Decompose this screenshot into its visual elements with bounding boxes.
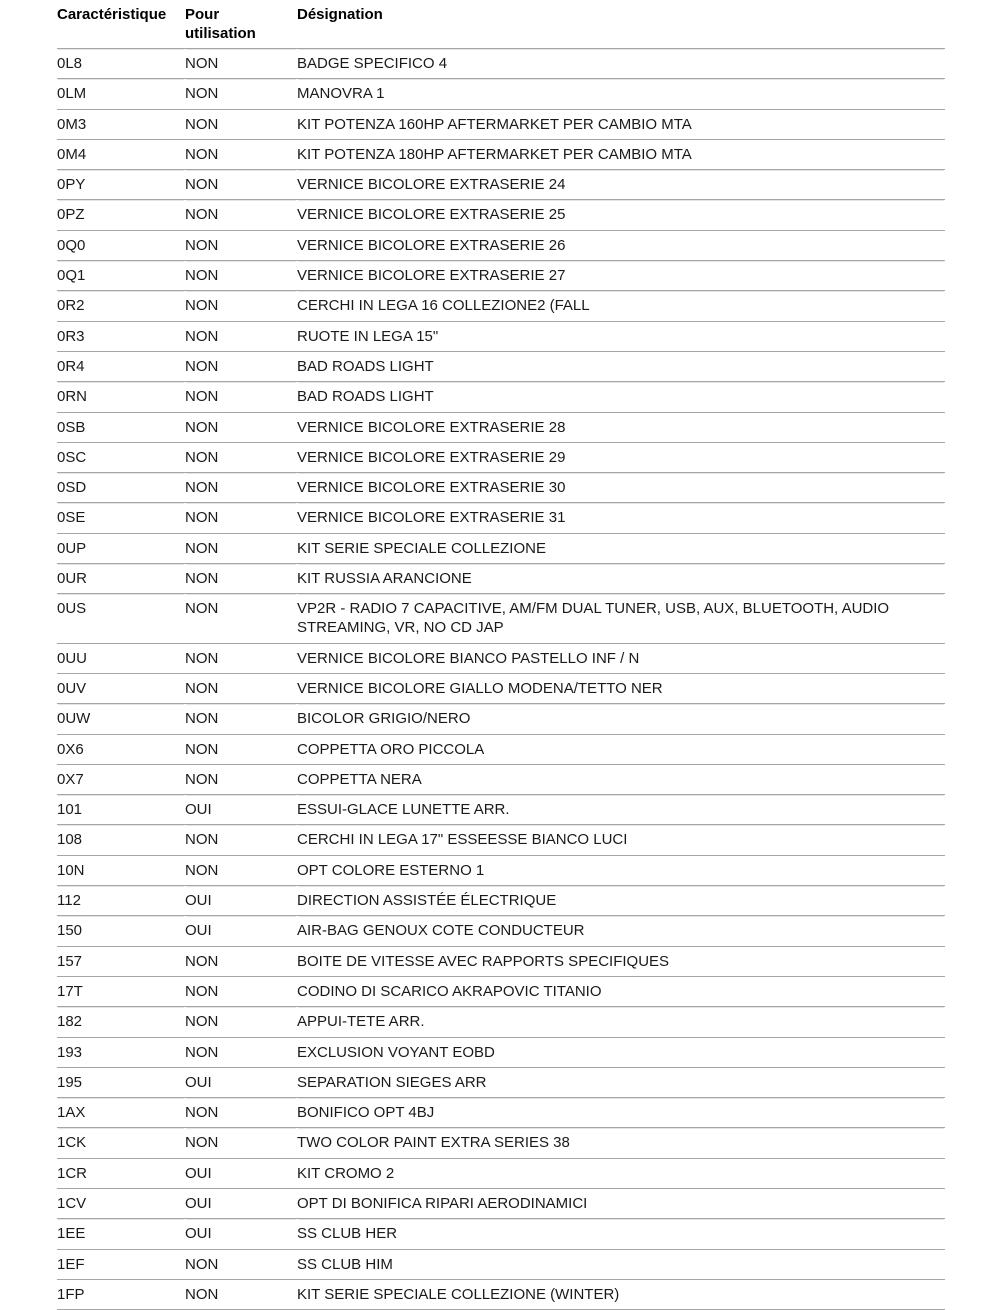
pour-utilisation-cell: NON [185, 734, 297, 764]
pour-utilisation-cell: NON [185, 79, 297, 109]
table-row [57, 564, 945, 594]
pour-utilisation-cell: OUI [185, 795, 297, 825]
table-body [57, 49, 945, 1310]
pour-utilisation-cell: NON [185, 564, 297, 594]
table-row [57, 261, 945, 291]
designation-cell: BICOLOR GRIGIO/NERO [297, 704, 945, 734]
designation-cell: SS CLUB HER [297, 1219, 945, 1249]
feature-code-cell: 0PY [57, 170, 185, 200]
pour-utilisation-cell: NON [185, 109, 297, 139]
feature-code-cell: 0PZ [57, 200, 185, 230]
designation-cell: VERNICE BICOLORE EXTRASERIE 26 [297, 230, 945, 260]
table-row [57, 734, 945, 764]
pour-utilisation-cell: NON [185, 1007, 297, 1037]
table-row [57, 1219, 945, 1249]
designation-cell: SEPARATION SIEGES ARR [297, 1067, 945, 1097]
feature-code-cell: 0US [57, 594, 185, 643]
feature-code-cell: 0LM [57, 79, 185, 109]
feature-code-cell: 0M3 [57, 109, 185, 139]
feature-code-cell: 0X7 [57, 764, 185, 794]
feature-code-cell: 1FP [57, 1279, 185, 1309]
designation-cell: CERCHI IN LEGA 16 COLLEZIONE2 (FALL [297, 291, 945, 321]
designation-cell: BOITE DE VITESSE AVEC RAPPORTS SPECIFIQUES [297, 946, 945, 976]
pour-utilisation-cell: NON [185, 442, 297, 472]
column-header-pour-utilisation-label: Pour utilisation [185, 6, 256, 42]
designation-cell: BAD ROADS LIGHT [297, 382, 945, 412]
feature-code-cell: 1CR [57, 1158, 185, 1188]
feature-code-cell: 0L8 [57, 49, 185, 79]
feature-code-cell: 1AX [57, 1098, 185, 1128]
designation-cell: VP2R - RADIO 7 CAPACITIVE, AM/FM DUAL TUNER, USB, AUX, BLUETOOTH, AUDIO STREAMING, VR, NO CD JAP [297, 594, 945, 643]
feature-code-cell: 195 [57, 1067, 185, 1097]
table-row [57, 1158, 945, 1188]
pour-utilisation-cell: NON [185, 946, 297, 976]
designation-cell: OPT DI BONIFICA RIPARI AERODINAMICI [297, 1188, 945, 1218]
table-row [57, 139, 945, 169]
table-row [57, 1279, 945, 1309]
pour-utilisation-cell: NON [185, 503, 297, 533]
table-row [57, 1037, 945, 1067]
designation-cell: KIT RUSSIA ARANCIONE [297, 564, 945, 594]
designation-cell: VERNICE BICOLORE EXTRASERIE 29 [297, 442, 945, 472]
designation-cell: BADGE SPECIFICO 4 [297, 49, 945, 79]
pour-utilisation-cell: OUI [185, 1188, 297, 1218]
table-row [57, 795, 945, 825]
column-header-pour-utilisation [185, 4, 297, 49]
table-row [57, 946, 945, 976]
designation-cell: VERNICE BICOLORE BIANCO PASTELLO INF / N [297, 643, 945, 673]
pour-utilisation-cell: NON [185, 1279, 297, 1309]
feature-code-cell: 0Q1 [57, 261, 185, 291]
table-row [57, 442, 945, 472]
pour-utilisation-cell: NON [185, 643, 297, 673]
designation-cell: BAD ROADS LIGHT [297, 351, 945, 381]
feature-code-cell: 1EE [57, 1219, 185, 1249]
designation-cell: DIRECTION ASSISTÉE ÉLECTRIQUE [297, 886, 945, 916]
designation-cell: VERNICE BICOLORE EXTRASERIE 24 [297, 170, 945, 200]
options-table [57, 4, 945, 1310]
feature-code-cell: 0UW [57, 704, 185, 734]
designation-cell: VERNICE BICOLORE GIALLO MODENA/TETTO NER [297, 673, 945, 703]
designation-cell: ESSUI-GLACE LUNETTE ARR. [297, 795, 945, 825]
designation-cell: KIT SERIE SPECIALE COLLEZIONE [297, 533, 945, 563]
pour-utilisation-cell: NON [185, 825, 297, 855]
table-row [57, 321, 945, 351]
table-row [57, 473, 945, 503]
table-row [57, 109, 945, 139]
table-row [57, 412, 945, 442]
designation-cell: CERCHI IN LEGA 17" ESSEESSE BIANCO LUCI [297, 825, 945, 855]
pour-utilisation-cell: NON [185, 261, 297, 291]
pour-utilisation-cell: NON [185, 382, 297, 412]
table-row [57, 1007, 945, 1037]
designation-cell: COPPETTA ORO PICCOLA [297, 734, 945, 764]
feature-code-cell: 0UP [57, 533, 185, 563]
header-row [57, 4, 945, 49]
table-row [57, 594, 945, 643]
table-row [57, 916, 945, 946]
pour-utilisation-cell: NON [185, 139, 297, 169]
pour-utilisation-cell: NON [185, 673, 297, 703]
designation-cell: KIT SERIE SPECIALE COLLEZIONE (WINTER) [297, 1279, 945, 1309]
table-row [57, 704, 945, 734]
table-row [57, 1249, 945, 1279]
feature-code-cell: 0R2 [57, 291, 185, 321]
feature-code-cell: 0SC [57, 442, 185, 472]
pour-utilisation-cell: NON [185, 291, 297, 321]
pour-utilisation-cell: NON [185, 321, 297, 351]
pour-utilisation-cell: OUI [185, 1158, 297, 1188]
table-row [57, 79, 945, 109]
designation-cell: VERNICE BICOLORE EXTRASERIE 30 [297, 473, 945, 503]
pour-utilisation-cell: NON [185, 49, 297, 79]
feature-code-cell: 0UV [57, 673, 185, 703]
designation-cell: KIT POTENZA 180HP AFTERMARKET PER CAMBIO MTA [297, 139, 945, 169]
designation-cell: SS CLUB HIM [297, 1249, 945, 1279]
designation-cell: KIT POTENZA 160HP AFTERMARKET PER CAMBIO MTA [297, 109, 945, 139]
feature-code-cell: 0X6 [57, 734, 185, 764]
table-row [57, 976, 945, 1006]
pour-utilisation-cell: NON [185, 976, 297, 1006]
feature-code-cell: 112 [57, 886, 185, 916]
pour-utilisation-cell: NON [185, 473, 297, 503]
designation-cell: MANOVRA 1 [297, 79, 945, 109]
table-row [57, 170, 945, 200]
feature-code-cell: 108 [57, 825, 185, 855]
pour-utilisation-cell: NON [185, 1128, 297, 1158]
pour-utilisation-cell: NON [185, 170, 297, 200]
pour-utilisation-cell: NON [185, 412, 297, 442]
feature-code-cell: 0SB [57, 412, 185, 442]
feature-code-cell: 0R3 [57, 321, 185, 351]
table-header [57, 4, 945, 49]
pour-utilisation-cell: NON [185, 533, 297, 563]
pour-utilisation-cell: NON [185, 594, 297, 643]
feature-code-cell: 157 [57, 946, 185, 976]
table-row [57, 855, 945, 885]
table-row [57, 351, 945, 381]
pour-utilisation-cell: NON [185, 1098, 297, 1128]
designation-cell: VERNICE BICOLORE EXTRASERIE 27 [297, 261, 945, 291]
table-row [57, 1067, 945, 1097]
feature-code-cell: 150 [57, 916, 185, 946]
feature-code-cell: 193 [57, 1037, 185, 1067]
designation-cell: BONIFICO OPT 4BJ [297, 1098, 945, 1128]
designation-cell: OPT COLORE ESTERNO 1 [297, 855, 945, 885]
feature-code-cell: 17T [57, 976, 185, 1006]
pour-utilisation-cell: OUI [185, 1219, 297, 1249]
table-row [57, 825, 945, 855]
column-header-caracteristique: Caractéristique [57, 4, 185, 49]
pour-utilisation-cell: NON [185, 704, 297, 734]
pour-utilisation-cell: OUI [185, 916, 297, 946]
feature-code-cell: 0Q0 [57, 230, 185, 260]
feature-code-cell: 1CK [57, 1128, 185, 1158]
table-row [57, 643, 945, 673]
table-row [57, 764, 945, 794]
designation-cell: CODINO DI SCARICO AKRAPOVIC TITANIO [297, 976, 945, 1006]
table-row [57, 886, 945, 916]
designation-cell: COPPETTA NERA [297, 764, 945, 794]
table-row [57, 1098, 945, 1128]
feature-code-cell: 10N [57, 855, 185, 885]
pour-utilisation-cell: OUI [185, 886, 297, 916]
designation-cell: VERNICE BICOLORE EXTRASERIE 31 [297, 503, 945, 533]
table-row [57, 291, 945, 321]
designation-cell: KIT CROMO 2 [297, 1158, 945, 1188]
pour-utilisation-cell: NON [185, 351, 297, 381]
designation-cell: EXCLUSION VOYANT EOBD [297, 1037, 945, 1067]
pour-utilisation-cell: OUI [185, 1067, 297, 1097]
designation-cell: VERNICE BICOLORE EXTRASERIE 28 [297, 412, 945, 442]
table-row [57, 200, 945, 230]
table-row [57, 673, 945, 703]
feature-code-cell: 1CV [57, 1188, 185, 1218]
pour-utilisation-cell: NON [185, 764, 297, 794]
pour-utilisation-cell: NON [185, 1249, 297, 1279]
feature-code-cell: 182 [57, 1007, 185, 1037]
table-row [57, 49, 945, 79]
feature-code-cell: 1EF [57, 1249, 185, 1279]
feature-code-cell: 0M4 [57, 139, 185, 169]
column-header-designation: Désignation [297, 4, 945, 49]
table-row [57, 230, 945, 260]
designation-cell: TWO COLOR PAINT EXTRA SERIES 38 [297, 1128, 945, 1158]
table-row [57, 1188, 945, 1218]
feature-code-cell: 0RN [57, 382, 185, 412]
feature-code-cell: 101 [57, 795, 185, 825]
pour-utilisation-cell: NON [185, 200, 297, 230]
pour-utilisation-cell: NON [185, 1037, 297, 1067]
designation-cell: RUOTE IN LEGA 15" [297, 321, 945, 351]
designation-cell: APPUI-TETE ARR. [297, 1007, 945, 1037]
table-row [57, 533, 945, 563]
feature-code-cell: 0SE [57, 503, 185, 533]
feature-code-cell: 0UU [57, 643, 185, 673]
feature-code-cell: 0SD [57, 473, 185, 503]
pour-utilisation-cell: NON [185, 855, 297, 885]
table-row [57, 382, 945, 412]
designation-cell: VERNICE BICOLORE EXTRASERIE 25 [297, 200, 945, 230]
table-row [57, 503, 945, 533]
feature-code-cell: 0UR [57, 564, 185, 594]
table-row [57, 1128, 945, 1158]
feature-code-cell: 0R4 [57, 351, 185, 381]
designation-cell: AIR-BAG GENOUX COTE CONDUCTEUR [297, 916, 945, 946]
pour-utilisation-cell: NON [185, 230, 297, 260]
